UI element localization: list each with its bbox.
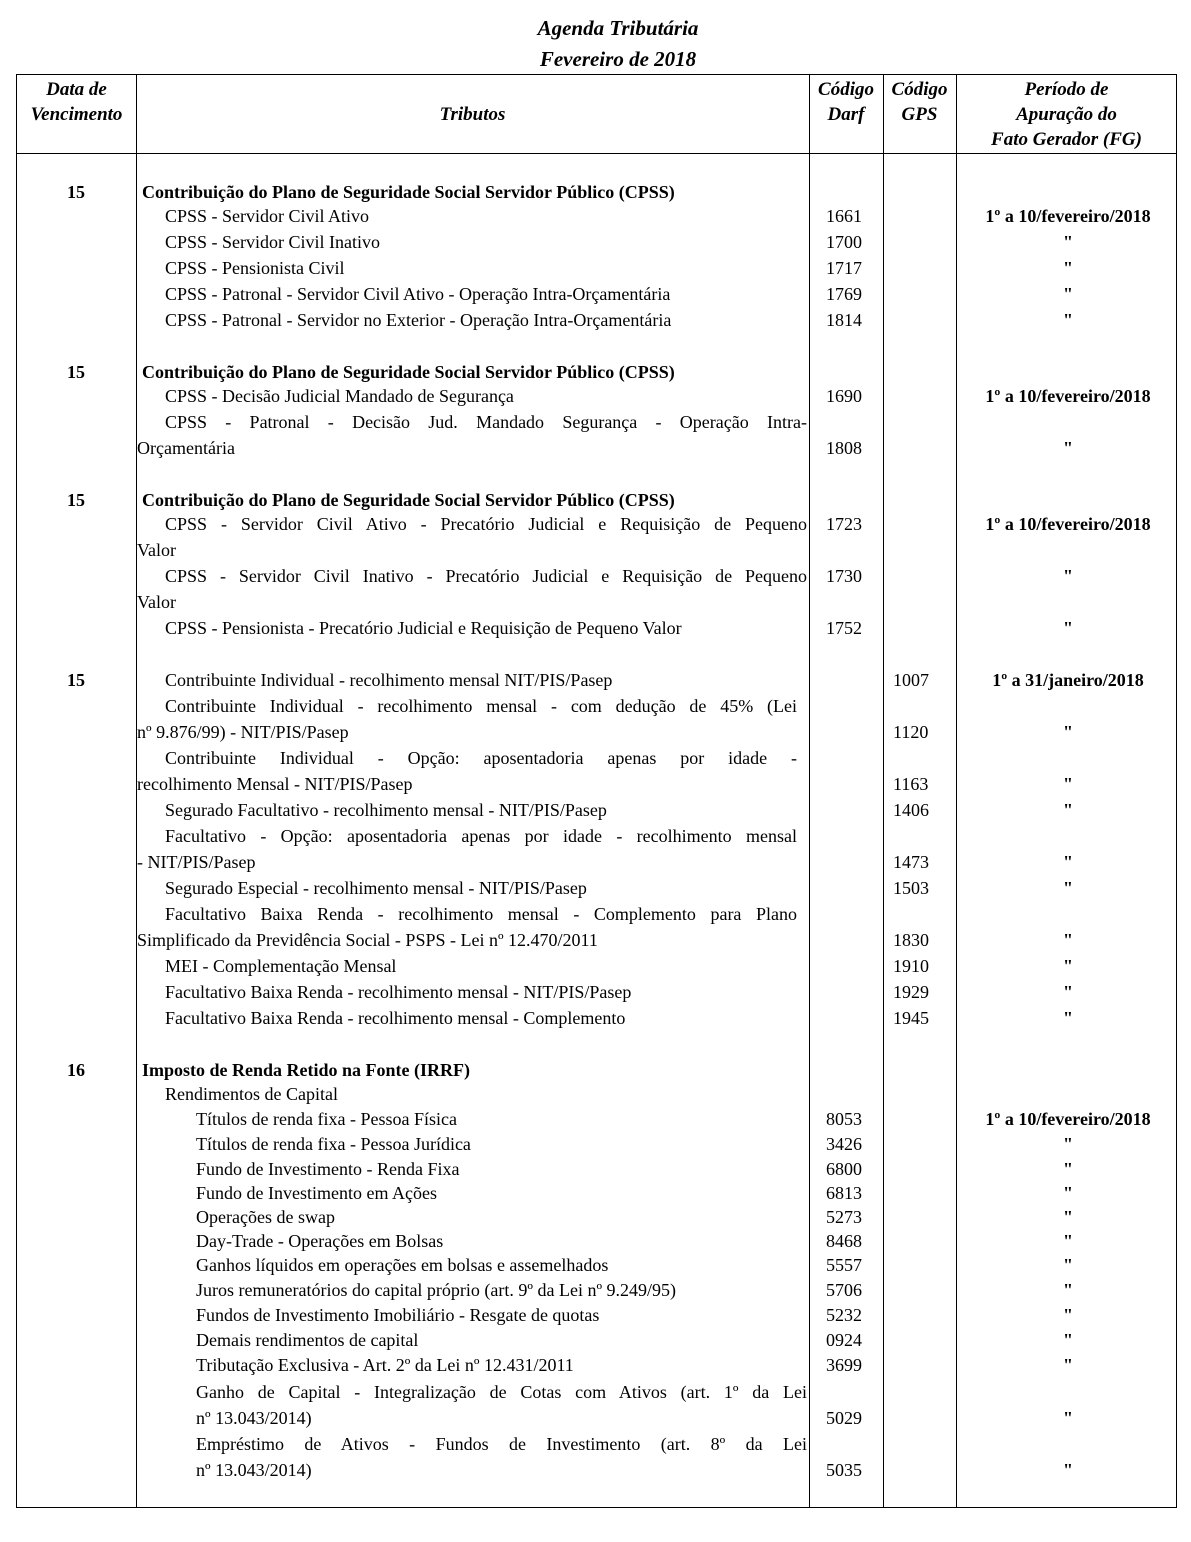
- tax-item-line1: CPSS - Servidor Civil Inativo - Precatório Judicial e Requisição de Pequeno: [165, 566, 807, 586]
- tax-item-line1: CPSS - Servidor Civil Ativo - Precatório Judicial e Requisição de Pequeno: [165, 514, 807, 534]
- period: 1º a 10/fevereiro/2018: [985, 386, 1151, 406]
- ditto-mark: ": [1063, 284, 1073, 304]
- ditto-mark: ": [1063, 618, 1073, 638]
- tax-item: Facultativo Baixa Renda - recolhimento mensal - NIT/PIS/Pasep: [165, 982, 632, 1002]
- period: 1º a 10/fevereiro/2018: [985, 514, 1151, 534]
- tax-item-line2: Orçamentária: [137, 438, 235, 458]
- header-codigo-darf: [809, 77, 883, 127]
- tax-item: Ganhos líquidos em operações em bolsas e assemelhados: [196, 1255, 609, 1275]
- header-periodo-line2: Apuração do: [1016, 104, 1117, 125]
- darf-code: 5557: [826, 1255, 862, 1275]
- tax-item: Demais rendimentos de capital: [196, 1330, 419, 1350]
- darf-code: 5273: [826, 1207, 862, 1227]
- ditto-mark: ": [1063, 1207, 1073, 1227]
- tax-item: Juros remuneratórios do capital próprio (art. 9º da Lei nº 9.249/95): [196, 1280, 677, 1300]
- gps-code: 1473: [893, 852, 929, 872]
- gps-code: 1120: [893, 722, 929, 742]
- darf-code: 1717: [826, 258, 862, 278]
- tax-item: Segurado Especial - recolhimento mensal - NIT/PIS/Pasep: [165, 878, 587, 898]
- ditto-mark: ": [1063, 438, 1073, 458]
- header-due-date-line1: Data de: [46, 79, 107, 100]
- tax-item-line2: Valor: [137, 592, 176, 612]
- due-date: 15: [67, 362, 85, 382]
- tax-item: Fundo de Investimento - Renda Fixa: [196, 1159, 460, 1179]
- ditto-mark: ": [1063, 232, 1073, 252]
- ditto-mark: ": [1063, 258, 1073, 278]
- tax-item: Títulos de renda fixa - Pessoa Física: [196, 1109, 457, 1129]
- header-codigo-darf-line1: Código: [818, 79, 874, 100]
- tax-item-line1: Facultativo - Opção: aposentadoria apenas por idade - recolhimento mensal: [165, 826, 797, 846]
- tax-item: CPSS - Pensionista - Precatório Judicial e Requisição de Pequeno Valor: [165, 618, 682, 638]
- header-periodo-line3: Fato Gerador (FG): [991, 129, 1142, 150]
- due-date: 15: [67, 670, 85, 690]
- header-divider: [17, 153, 1176, 154]
- tax-item-line1: Facultativo Baixa Renda - recolhimento mensal - Complemento para Plano: [165, 904, 797, 924]
- header-periodo-line1: Período de: [1024, 79, 1109, 100]
- tax-item: CPSS - Servidor Civil Inativo: [165, 232, 381, 252]
- ditto-mark: ": [1063, 956, 1073, 976]
- ditto-mark: ": [1063, 800, 1073, 820]
- darf-code: 3699: [826, 1355, 862, 1375]
- ditto-mark: ": [1063, 1231, 1073, 1251]
- darf-code: 3426: [826, 1134, 862, 1154]
- gps-code: 1406: [893, 800, 929, 820]
- ditto-mark: ": [1063, 1159, 1073, 1179]
- header-periodo: [956, 77, 1177, 152]
- tax-item: Day-Trade - Operações em Bolsas: [196, 1231, 444, 1251]
- darf-code: 8468: [826, 1231, 862, 1251]
- darf-code: 6813: [826, 1183, 862, 1203]
- section-heading: Imposto de Renda Retido na Fonte (IRRF): [142, 1060, 470, 1080]
- darf-code: 8053: [826, 1109, 862, 1129]
- gps-code: 1945: [893, 1008, 929, 1028]
- ditto-mark: ": [1063, 852, 1073, 872]
- tax-item-line1: Contribuinte Individual - recolhimento mensal - com dedução de 45% (Lei: [165, 696, 797, 716]
- period: 1º a 10/fevereiro/2018: [985, 206, 1151, 226]
- ditto-mark: ": [1063, 310, 1073, 330]
- ditto-mark: ": [1063, 1255, 1073, 1275]
- tax-item-line1: Contribuinte Individual - Opção: aposentadoria apenas por idade -: [165, 748, 797, 768]
- darf-code: 1808: [826, 438, 862, 458]
- ditto-mark: ": [1063, 930, 1073, 950]
- due-date: 15: [67, 490, 85, 510]
- darf-code: 0924: [826, 1330, 862, 1350]
- section-heading: Contribuição do Plano de Seguridade Social Servidor Público (CPSS): [142, 362, 675, 382]
- darf-code: 1723: [826, 514, 862, 534]
- header-codigo-gps: [883, 77, 956, 127]
- tax-item-line1: Empréstimo de Ativos - Fundos de Investimento (art. 8º da Lei: [196, 1434, 807, 1454]
- due-date: 15: [67, 182, 85, 202]
- section-heading: Contribuição do Plano de Seguridade Social Servidor Público (CPSS): [142, 182, 675, 202]
- tax-item-line2: Simplificado da Previdência Social - PSPS - Lei nº 12.470/2011: [137, 930, 598, 950]
- tax-item-line2: nº 13.043/2014): [196, 1408, 312, 1428]
- tax-item: Operações de swap: [196, 1207, 335, 1227]
- gps-code: 1830: [893, 930, 929, 950]
- tax-item: CPSS - Servidor Civil Ativo: [165, 206, 370, 226]
- ditto-mark: ": [1063, 1134, 1073, 1154]
- darf-code: 1752: [826, 618, 862, 638]
- section-heading: Contribuição do Plano de Seguridade Social Servidor Público (CPSS): [142, 490, 675, 510]
- ditto-mark: ": [1063, 722, 1073, 742]
- ditto-mark: ": [1063, 1355, 1073, 1375]
- gps-code: 1007: [893, 670, 929, 690]
- gps-code: 1910: [893, 956, 929, 976]
- header-codigo-gps-line2: GPS: [901, 104, 938, 125]
- gps-code: 1503: [893, 878, 929, 898]
- tax-item: Segurado Facultativo - recolhimento mensal - NIT/PIS/Pasep: [165, 800, 607, 820]
- tax-item-line2: nº 13.043/2014): [196, 1460, 312, 1480]
- header-tributos: Tributos: [439, 104, 506, 125]
- tax-item: MEI - Complementação Mensal: [165, 956, 397, 976]
- ditto-mark: ": [1063, 1305, 1073, 1325]
- column-divider: [809, 75, 810, 1507]
- darf-code: 1661: [826, 206, 862, 226]
- darf-code: 1814: [826, 310, 862, 330]
- column-divider: [956, 75, 957, 1507]
- ditto-mark: ": [1063, 1183, 1073, 1203]
- header-codigo-gps-line1: Código: [891, 79, 948, 100]
- ditto-mark: ": [1063, 566, 1073, 586]
- tax-item-line2: - NIT/PIS/Pasep: [137, 852, 256, 872]
- darf-code: 6800: [826, 1159, 862, 1179]
- subsection-heading: Rendimentos de Capital: [165, 1084, 338, 1104]
- header-due-date: [17, 77, 136, 127]
- darf-code: 5029: [826, 1408, 862, 1428]
- ditto-mark: ": [1063, 1330, 1073, 1350]
- darf-code: 1730: [826, 566, 862, 586]
- tax-item: CPSS - Decisão Judicial Mandado de Segurança: [165, 386, 514, 406]
- ditto-mark: ": [1063, 1280, 1073, 1300]
- tax-item: CPSS - Patronal - Servidor no Exterior - Operação Intra-Orçamentária: [165, 310, 672, 330]
- header-codigo-darf-line2: Darf: [827, 104, 865, 125]
- header-due-date-line2: Vencimento: [30, 104, 123, 125]
- ditto-mark: ": [1063, 1460, 1073, 1480]
- tax-item: Tributação Exclusiva - Art. 2º da Lei nº 12.431/2011: [196, 1355, 574, 1375]
- darf-code: 5232: [826, 1305, 862, 1325]
- due-date: 16: [67, 1060, 85, 1080]
- tax-item-line2: nº 9.876/99) - NIT/PIS/Pasep: [137, 722, 349, 742]
- tax-item: Fundo de Investimento em Ações: [196, 1183, 437, 1203]
- ditto-mark: ": [1063, 982, 1073, 1002]
- page-subtitle: Fevereiro de 2018: [539, 47, 697, 71]
- gps-code: 1163: [893, 774, 929, 794]
- tax-item: Títulos de renda fixa - Pessoa Jurídica: [196, 1134, 471, 1154]
- tax-item: Facultativo Baixa Renda - recolhimento mensal - Complemento: [165, 1008, 626, 1028]
- period: 1º a 31/janeiro/2018: [992, 670, 1144, 690]
- tax-item: CPSS - Pensionista Civil: [165, 258, 345, 278]
- darf-code: 1700: [826, 232, 862, 252]
- period: 1º a 10/fevereiro/2018: [985, 1109, 1151, 1129]
- ditto-mark: ": [1063, 774, 1073, 794]
- ditto-mark: ": [1063, 1008, 1073, 1028]
- ditto-mark: ": [1063, 1408, 1073, 1428]
- column-divider: [883, 75, 884, 1507]
- darf-code: 5706: [826, 1280, 862, 1300]
- darf-code: 5035: [826, 1460, 862, 1480]
- ditto-mark: ": [1063, 878, 1073, 898]
- tax-item: CPSS - Patronal - Servidor Civil Ativo - Operação Intra-Orçamentária: [165, 284, 671, 304]
- tax-item: Fundos de Investimento Imobiliário - Resgate de quotas: [196, 1305, 600, 1325]
- page-title: Agenda Tributária: [537, 16, 699, 40]
- tax-item: Contribuinte Individual - recolhimento mensal NIT/PIS/Pasep: [165, 670, 613, 690]
- tax-item-line1: Ganho de Capital - Integralização de Cotas com Ativos (art. 1º da Lei: [196, 1382, 807, 1402]
- tax-item-line1: CPSS - Patronal - Decisão Jud. Mandado Segurança - Operação Intra-: [165, 412, 807, 432]
- darf-code: 1769: [826, 284, 862, 304]
- darf-code: 1690: [826, 386, 862, 406]
- tax-item-line2: Valor: [137, 540, 176, 560]
- gps-code: 1929: [893, 982, 929, 1002]
- tax-item-line2: recolhimento Mensal - NIT/PIS/Pasep: [137, 774, 413, 794]
